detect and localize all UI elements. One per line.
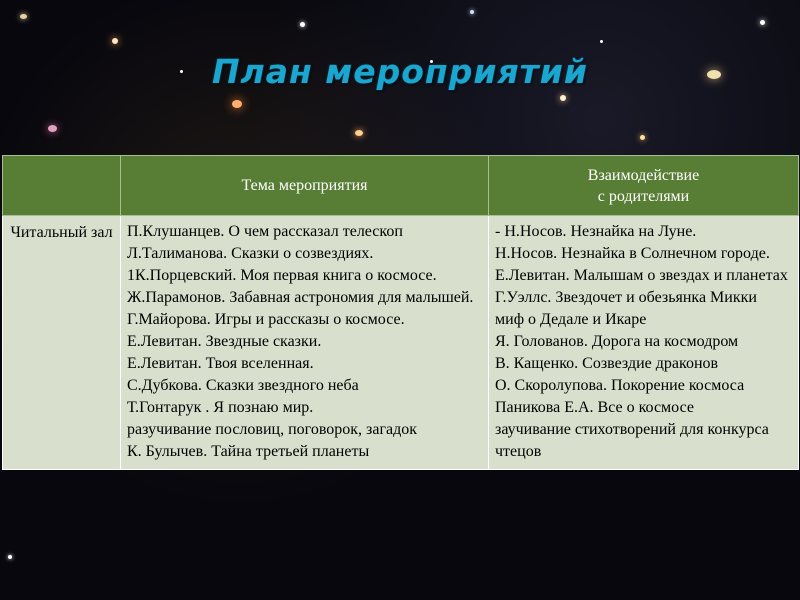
galaxy-icon <box>300 22 305 27</box>
galaxy-icon <box>600 40 603 43</box>
list-item: Г.Уэллс. Звездочет и обезьянка Микки <box>495 289 757 306</box>
galaxy-icon <box>20 14 27 19</box>
table-header-row <box>3 156 799 216</box>
list-item: К. Булычев. Тайна третьей планеты <box>127 443 370 460</box>
galaxy-icon <box>355 130 363 136</box>
galaxy-icon <box>112 38 118 44</box>
list-item: разучивание пословиц, поговорок, загадок <box>127 421 418 438</box>
header-corner-cell <box>3 156 121 216</box>
list-item: Ж.Парамонов. Забавная астрономия для малышей. <box>127 289 474 306</box>
list-item: В. Кащенко. Созвездие драконов <box>495 355 719 372</box>
slide-title: План мероприятий <box>211 52 589 91</box>
galaxy-icon <box>8 555 12 559</box>
table-row <box>3 216 799 470</box>
list-item: Е.Левитан. Звездные сказки. <box>127 333 322 350</box>
header-parents <box>489 156 799 216</box>
list-item: Л.Талиманова. Сказки о созвездиях. <box>127 245 374 262</box>
galaxy-icon <box>232 100 242 108</box>
list-item: Г.Майорова. Игры и рассказы о космосе. <box>127 311 405 328</box>
galaxy-icon <box>48 125 57 132</box>
galaxy-icon <box>470 10 474 14</box>
list-item: Т.Гонтарук . Я познаю мир. <box>127 399 314 416</box>
list-item: миф о Дедале и Икаре <box>495 311 647 328</box>
list-item: заучивание стихотворений для конкурса чтецов <box>495 421 769 460</box>
header-parents-line2: с родителями <box>597 187 690 205</box>
header-parents-line1: Взаимодействие <box>587 166 700 184</box>
galaxy-icon <box>560 95 566 101</box>
list-item: 1К.Порцевский. Моя первая книга о космосе. <box>127 267 437 284</box>
list-item: С.Дубкова. Сказки звездного неба <box>127 377 359 394</box>
header-topic: Тема мероприятия <box>121 156 489 216</box>
list-item: Паникова Е.А. Все о космосе <box>495 399 694 416</box>
list-item: П.Клушанцев. О чем рассказал телескоп <box>127 223 403 240</box>
galaxy-icon <box>760 20 765 25</box>
list-item: Н.Носов. Незнайка в Солнечном городе. <box>495 245 770 262</box>
list-item: Е.Левитан. Твоя вселенная. <box>127 355 314 372</box>
parents-cell <box>489 216 799 470</box>
plan-table <box>2 155 799 470</box>
list-item: О. Скоролупова. Покорение космоса <box>495 377 745 394</box>
galaxy-icon <box>640 135 645 140</box>
place-cell: Читальный зал <box>3 216 121 470</box>
list-item: - Н.Носов. Незнайка на Луне. <box>495 223 697 240</box>
list-item: Я. Голованов. Дорога на космодром <box>495 333 739 350</box>
topics-cell <box>121 216 489 470</box>
list-item: Е.Левитан. Малышам о звездах и планетах <box>495 267 788 284</box>
